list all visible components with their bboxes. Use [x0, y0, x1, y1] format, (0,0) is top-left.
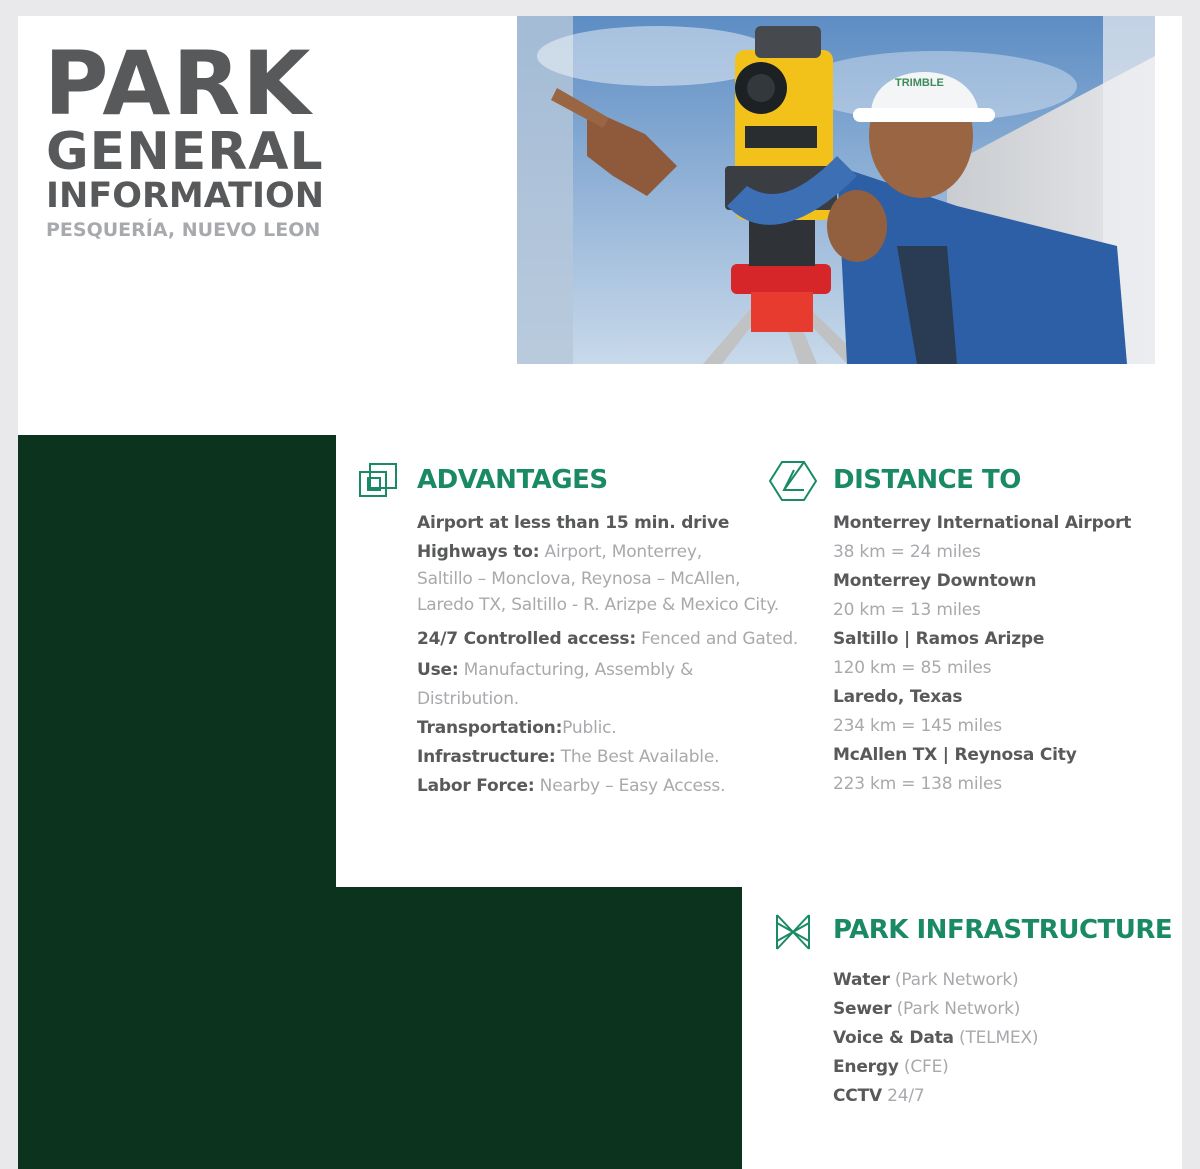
- distance-place-text: McAllen TX | Reynosa City: [833, 745, 1077, 765]
- advantages-title: ADVANTAGES: [417, 465, 608, 495]
- helmet-logo-text: TRIMBLE: [895, 77, 944, 89]
- infrastructure-value: The Best Available.: [560, 747, 720, 767]
- infrastructure-title: PARK INFRASTRUCTURE: [833, 915, 1173, 945]
- infra-item-detail: (Park Network): [894, 970, 1019, 990]
- layers-icon: [358, 462, 400, 500]
- infra-item-detail: (CFE): [903, 1057, 949, 1077]
- title-park: PARK: [44, 32, 313, 135]
- transportation-label: Transportation:: [417, 718, 563, 738]
- infra-item-name: Water: [833, 970, 890, 990]
- infrastructure-label: Infrastructure:: [417, 747, 556, 767]
- labor-value: Nearby – Easy Access.: [539, 776, 726, 796]
- infra-item-name: CCTV: [833, 1086, 882, 1106]
- green-block-left: [18, 435, 336, 1169]
- distance-value: 234 km = 145 miles: [833, 716, 1002, 736]
- highways-line-1: Airport, Monterrey,: [544, 542, 702, 562]
- advantage-airport: [417, 510, 729, 536]
- highways-label: Highways to:: [417, 542, 540, 562]
- infra-item-name: Sewer: [833, 999, 892, 1019]
- infra-item: [833, 996, 1020, 1022]
- distance-place: [833, 510, 1131, 536]
- access-value: Fenced and Gated.: [641, 629, 799, 649]
- distance-place-text: Laredo, Texas: [833, 687, 963, 707]
- location-subtitle: PESQUERÍA, NUEVO LEON: [46, 219, 321, 241]
- distance-title: DISTANCE TO: [833, 465, 1021, 495]
- advantage-labor: [417, 773, 725, 799]
- infra-item-detail: (TELMEX): [959, 1028, 1039, 1048]
- title-general: GENERAL: [46, 122, 324, 182]
- infra-item: [833, 967, 1018, 993]
- distance-place: [833, 684, 962, 710]
- advantage-use: [417, 657, 693, 683]
- infra-item: [833, 1083, 925, 1109]
- distance-place-text: Monterrey International Airport: [833, 513, 1132, 533]
- distance-value: 20 km = 13 miles: [833, 600, 981, 620]
- infra-item-detail: 24/7: [887, 1086, 925, 1106]
- infra-item: [833, 1025, 1038, 1051]
- distance-value: 120 km = 85 miles: [833, 658, 992, 678]
- green-block-bottom: [336, 887, 742, 1169]
- bowtie-icon: [774, 913, 812, 951]
- distance-place: [833, 626, 1044, 652]
- use-label: Use:: [417, 660, 459, 680]
- highways-line-2: Saltillo – Monclova, Reynosa – McAllen,: [417, 569, 741, 589]
- advantage-access: [417, 626, 798, 652]
- use-line-2: Distribution.: [417, 689, 519, 709]
- use-line-1: Manufacturing, Assembly &: [463, 660, 694, 680]
- infra-item: [833, 1054, 949, 1080]
- distance-value: 38 km = 24 miles: [833, 542, 981, 562]
- highways-line-3: Laredo TX, Saltillo - R. Arizpe & Mexico City.: [417, 595, 779, 615]
- infra-item-detail: (Park Network): [896, 999, 1021, 1019]
- distance-place: [833, 742, 1077, 768]
- hexagon-icon: [768, 460, 818, 502]
- surveyor-photo: [517, 16, 1155, 364]
- advantage-infrastructure: [417, 744, 719, 770]
- advantage-highways: [417, 539, 702, 565]
- brochure-page: [18, 16, 1182, 1169]
- title-information: INFORMATION: [46, 176, 325, 216]
- advantage-airport-text: Airport at less than 15 min. drive: [417, 513, 730, 533]
- advantage-transportation: [417, 715, 617, 741]
- infra-item-name: Energy: [833, 1057, 899, 1077]
- transportation-value: Public.: [562, 718, 617, 738]
- access-label: 24/7 Controlled access:: [417, 629, 636, 649]
- distance-place-text: Saltillo | Ramos Arizpe: [833, 629, 1045, 649]
- distance-value: 223 km = 138 miles: [833, 774, 1002, 794]
- infra-item-name: Voice & Data: [833, 1028, 954, 1048]
- labor-label: Labor Force:: [417, 776, 535, 796]
- distance-place: [833, 568, 1036, 594]
- distance-place-text: Monterrey Downtown: [833, 571, 1037, 591]
